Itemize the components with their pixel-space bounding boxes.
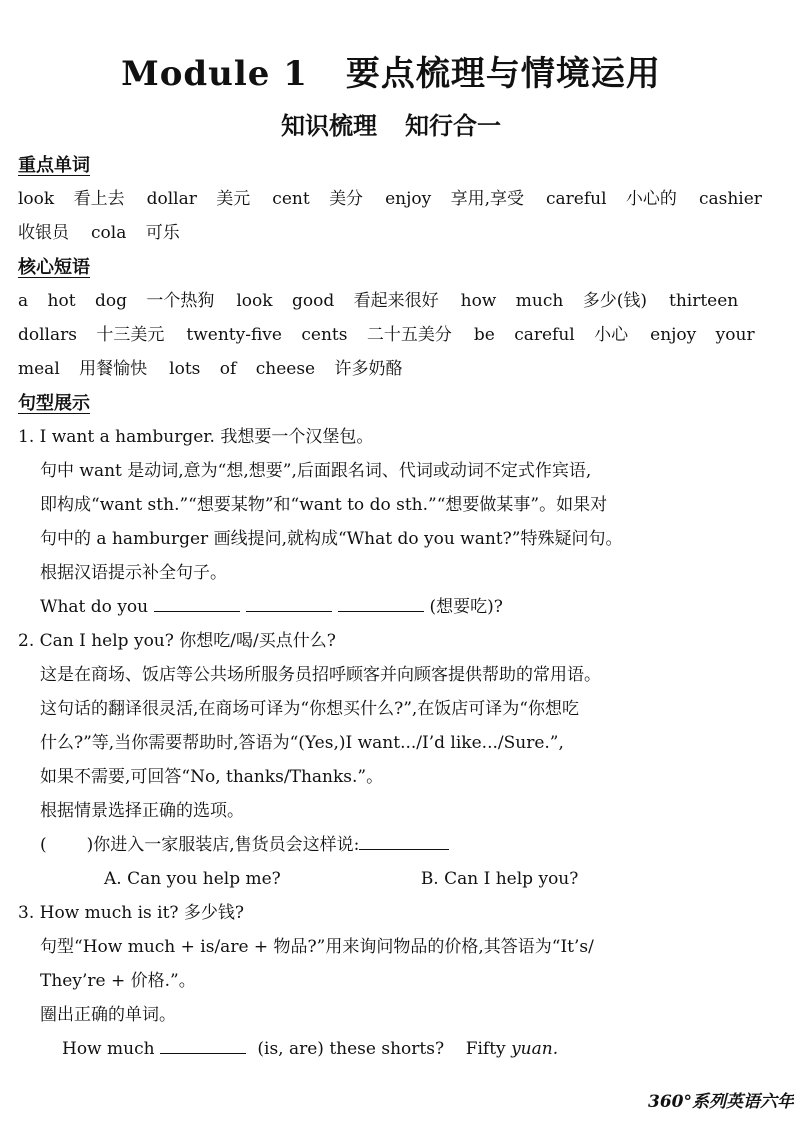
phrase-item: lots of cheese 许多奶酪 — [169, 359, 403, 379]
phrase-item: look good 看起来很好 — [236, 291, 439, 311]
sentence-2-question — [18, 828, 764, 862]
sentence-2-explanation-line: 什么?”等,当你需要帮助时,答语为“(Yes,)I want.../I’d like.../Sure.”, — [40, 733, 564, 753]
sentence-1-explanation-line: 句中的 a hamburger 画线提问,就构成“What do you want?”特殊疑问句。 — [40, 529, 623, 549]
word-item: cashier 收银员 — [18, 189, 762, 243]
word-item: dollar 美元 — [146, 189, 251, 209]
phrase-item: how much 多少(钱) — [460, 291, 647, 311]
exercise-3-answer-italic: yuan. — [511, 1039, 559, 1059]
exercise-3-answer-plain: Fifty — [465, 1039, 506, 1059]
section-heading-sentences: 句型展示 — [18, 393, 90, 414]
sentence-3-explanation-line: They’re + 价格.”。 — [40, 971, 196, 991]
sentence-3-title: 3. How much is it? 多少钱? — [18, 903, 245, 923]
words-list — [18, 182, 764, 250]
sentence-1-explanation-line: 即构成“want sth.”“想要某物”和“want to do sth.”“想要做某事”。如果对 — [40, 495, 608, 515]
sentence-2-explanation-line: 如果不需要,可回答“No, thanks/Thanks.”。 — [40, 767, 384, 787]
page-subtitle — [18, 110, 764, 142]
module-label: Module 1 — [121, 54, 308, 94]
exercise-1-end: (想要吃)? — [429, 597, 503, 617]
sentence-1-explanation-line: 句中 want 是动词,意为“想,想要”,后面跟名词、代词或动词不定式作宾语, — [40, 461, 592, 481]
exercise-3-start: How much — [62, 1039, 155, 1059]
choice-paren-open: ( — [40, 835, 47, 855]
word-item: cent 美分 — [272, 189, 364, 209]
module-title-cn: 要点梳理与情境运用 — [345, 54, 661, 94]
answer-blank-2[interactable] — [246, 593, 332, 612]
phrase-item: enjoy your meal 用餐愉快 — [18, 325, 755, 379]
option-b[interactable]: B. Can I help you? — [420, 869, 579, 889]
subtitle-left: 知识梳理 — [281, 111, 377, 140]
sentence-1-title: 1. I want a hamburger. 我想要一个汉堡包。 — [18, 427, 374, 447]
phrase-item: a hot dog 一个热狗 — [18, 291, 215, 311]
sentence-1-instruction: 根据汉语提示补全句子。 — [40, 563, 227, 583]
exercise-3-mid: (is, are) these shorts? — [257, 1039, 445, 1059]
word-item: enjoy 享用,享受 — [385, 189, 524, 209]
page-title — [18, 0, 764, 96]
word-item: careful 小心的 — [546, 189, 677, 209]
answer-blank-1[interactable] — [154, 593, 240, 612]
word-item: cola 可乐 — [91, 223, 180, 243]
answer-blank-5[interactable] — [160, 1035, 246, 1054]
sentence-2-explanation-line: 这句话的翻译很灵活,在商场可译为“你想买什么?”,在饭店可译为“你想吃 — [40, 699, 579, 719]
phrase-item: thirteen dollars 十三美元 — [18, 291, 739, 345]
exercise-1-start: What do you — [40, 597, 149, 617]
option-a[interactable]: A. Can you help me? — [104, 869, 281, 889]
section-heading-phrases: 核心短语 — [18, 257, 90, 278]
sentence-1-exercise — [18, 590, 764, 624]
phrase-item: twenty-five cents 二十五美分 — [186, 325, 452, 345]
answer-blank-4[interactable] — [359, 831, 449, 850]
choice-options — [18, 862, 764, 896]
subtitle-right: 知行合一 — [405, 111, 501, 140]
word-item: look 看上去 — [18, 189, 125, 209]
footer-series-label: 360°系列英语六年 — [648, 1092, 794, 1112]
answer-blank-3[interactable] — [338, 593, 424, 612]
sentence-3-explanation-line: 句型“How much + is/are + 物品?”用来询问物品的价格,其答语为“It’s/ — [40, 937, 594, 957]
sentence-2-explanation-line: 这是在商场、饭店等公共场所服务员招呼顾客并向顾客提供帮助的常用语。 — [40, 665, 601, 685]
section-heading-words: 重点单词 — [18, 155, 90, 176]
sentence-2-title: 2. Can I help you? 你想吃/喝/买点什么? — [18, 631, 336, 651]
sentence-3-exercise — [18, 1032, 764, 1066]
sentence-3-instruction: 圈出正确的单词。 — [40, 1005, 176, 1025]
question-text: )你进入一家服装店,售货员会这样说: — [86, 835, 360, 855]
phrase-item: be careful 小心 — [473, 325, 629, 345]
sentence-2-instruction: 根据情景选择正确的选项。 — [40, 801, 244, 821]
phrases-list — [18, 284, 764, 386]
